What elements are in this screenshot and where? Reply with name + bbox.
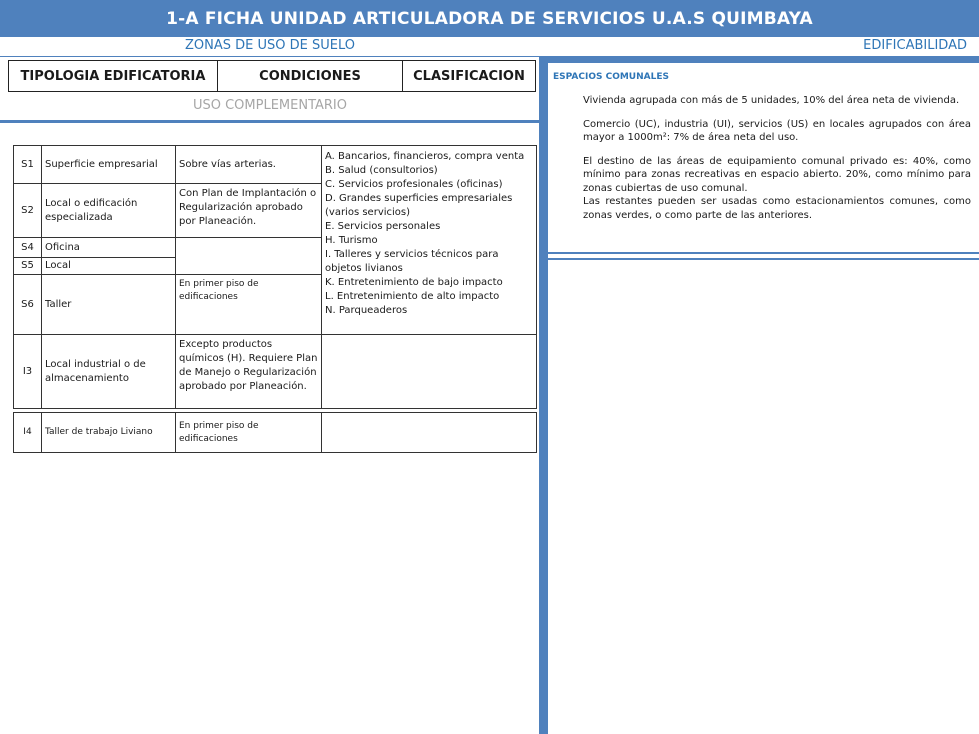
row-name: Superficie empresarial xyxy=(42,146,176,184)
page-title: 1-A FICHA UNIDAD ARTICULADORA DE SERVICIOS U.A.S QUIMBAYA xyxy=(166,8,813,29)
paragraph-restantes: Las restantes pueden ser usadas como estacionamientos comunes, como zonas verdes, o como parte de las anteriores. xyxy=(583,196,971,221)
row-name: Local o edificación especializada xyxy=(42,184,176,238)
row-condition xyxy=(176,238,322,275)
row-name: Taller de trabajo Liviano xyxy=(42,413,176,453)
row-name: Taller xyxy=(42,275,176,335)
zonas-subtitle: ZONAS DE USO DE SUELO xyxy=(185,38,355,53)
divider xyxy=(0,120,540,123)
empty-cell xyxy=(322,335,537,409)
list-item: E. Servicios personales xyxy=(325,221,441,232)
edificabilidad-subtitle: EDIFICABILIDAD xyxy=(863,38,967,53)
header-tipologia: TIPOLOGIA EDIFICATORIA xyxy=(9,61,218,91)
list-item: B. Salud (consultorios) xyxy=(325,165,438,176)
divider xyxy=(548,252,979,254)
section-label: USO COMPLEMENTARIO xyxy=(192,98,348,113)
column-headers xyxy=(8,60,536,92)
uso-table xyxy=(13,145,537,409)
paragraph-vivienda: Vivienda agrupada con más de 5 unidades, 10% del área neta de vivienda. xyxy=(583,95,960,106)
row-condition: Excepto productos químicos (H). Requiere Plan de Manejo o Regularización aprobado por Planeación. xyxy=(176,335,322,409)
column-divider xyxy=(539,56,548,734)
page-title-bar xyxy=(0,0,979,37)
list-item: K. Entretenimiento de bajo impacto xyxy=(325,277,503,288)
row-condition: Con Plan de Implantación o Regularización aprobado por Planeación. xyxy=(176,184,322,238)
header-clasificacion: CLASIFICACION xyxy=(413,68,525,84)
row-name: Local industrial o de almacenamiento xyxy=(42,335,176,409)
row-code: S2 xyxy=(14,184,42,238)
table-row xyxy=(14,413,537,453)
list-item: D. Grandes superficies empresariales (varios servicios) xyxy=(325,193,513,218)
header-condiciones: CONDICIONES xyxy=(218,61,403,91)
table-row xyxy=(14,335,537,409)
taller-table xyxy=(13,412,537,453)
table-row xyxy=(14,146,537,184)
row-name: Oficina xyxy=(42,238,176,258)
row-condition: En primer piso de edificaciones xyxy=(176,413,322,453)
divider xyxy=(548,258,979,260)
row-code: S4 xyxy=(14,238,42,258)
row-code: I3 xyxy=(14,335,42,409)
row-name: Local xyxy=(42,258,176,275)
row-code: S1 xyxy=(14,146,42,184)
list-item: H. Turismo xyxy=(325,235,378,246)
row-code: S6 xyxy=(14,275,42,335)
divider xyxy=(541,56,979,63)
paragraph-destino: El destino de las áreas de equipamiento comunal privado es: 40%, como mínimo para zonas recreativas en espacio abierto. 20%, como mínimo para zonas cubiertas de uso comunal. xyxy=(583,155,971,194)
list-item: C. Servicios profesionales (oficinas) xyxy=(325,179,503,190)
paragraph-comercio: Comercio (UC), industria (UI), servicios (US) en locales agrupados con área mayor a 1000m²: 7% de área neta del uso. xyxy=(583,118,971,143)
espacios-heading: ESPACIOS COMUNALES xyxy=(553,72,669,82)
clasificacion-list xyxy=(322,146,537,335)
empty-cell xyxy=(322,413,537,453)
list-item: N. Parqueaderos xyxy=(325,305,408,316)
row-code: I4 xyxy=(14,413,42,453)
edificabilidad-panel xyxy=(553,72,971,232)
row-code: S5 xyxy=(14,258,42,275)
list-item: L. Entretenimiento de alto impacto xyxy=(325,291,500,302)
divider xyxy=(0,56,540,57)
row-condition: Sobre vías arterias. xyxy=(176,146,322,184)
list-item: I. Talleres y servicios técnicos para objetos livianos xyxy=(325,249,499,274)
row-condition: En primer piso de edificaciones xyxy=(176,275,322,335)
list-item: A. Bancarios, financieros, compra venta xyxy=(325,151,525,162)
